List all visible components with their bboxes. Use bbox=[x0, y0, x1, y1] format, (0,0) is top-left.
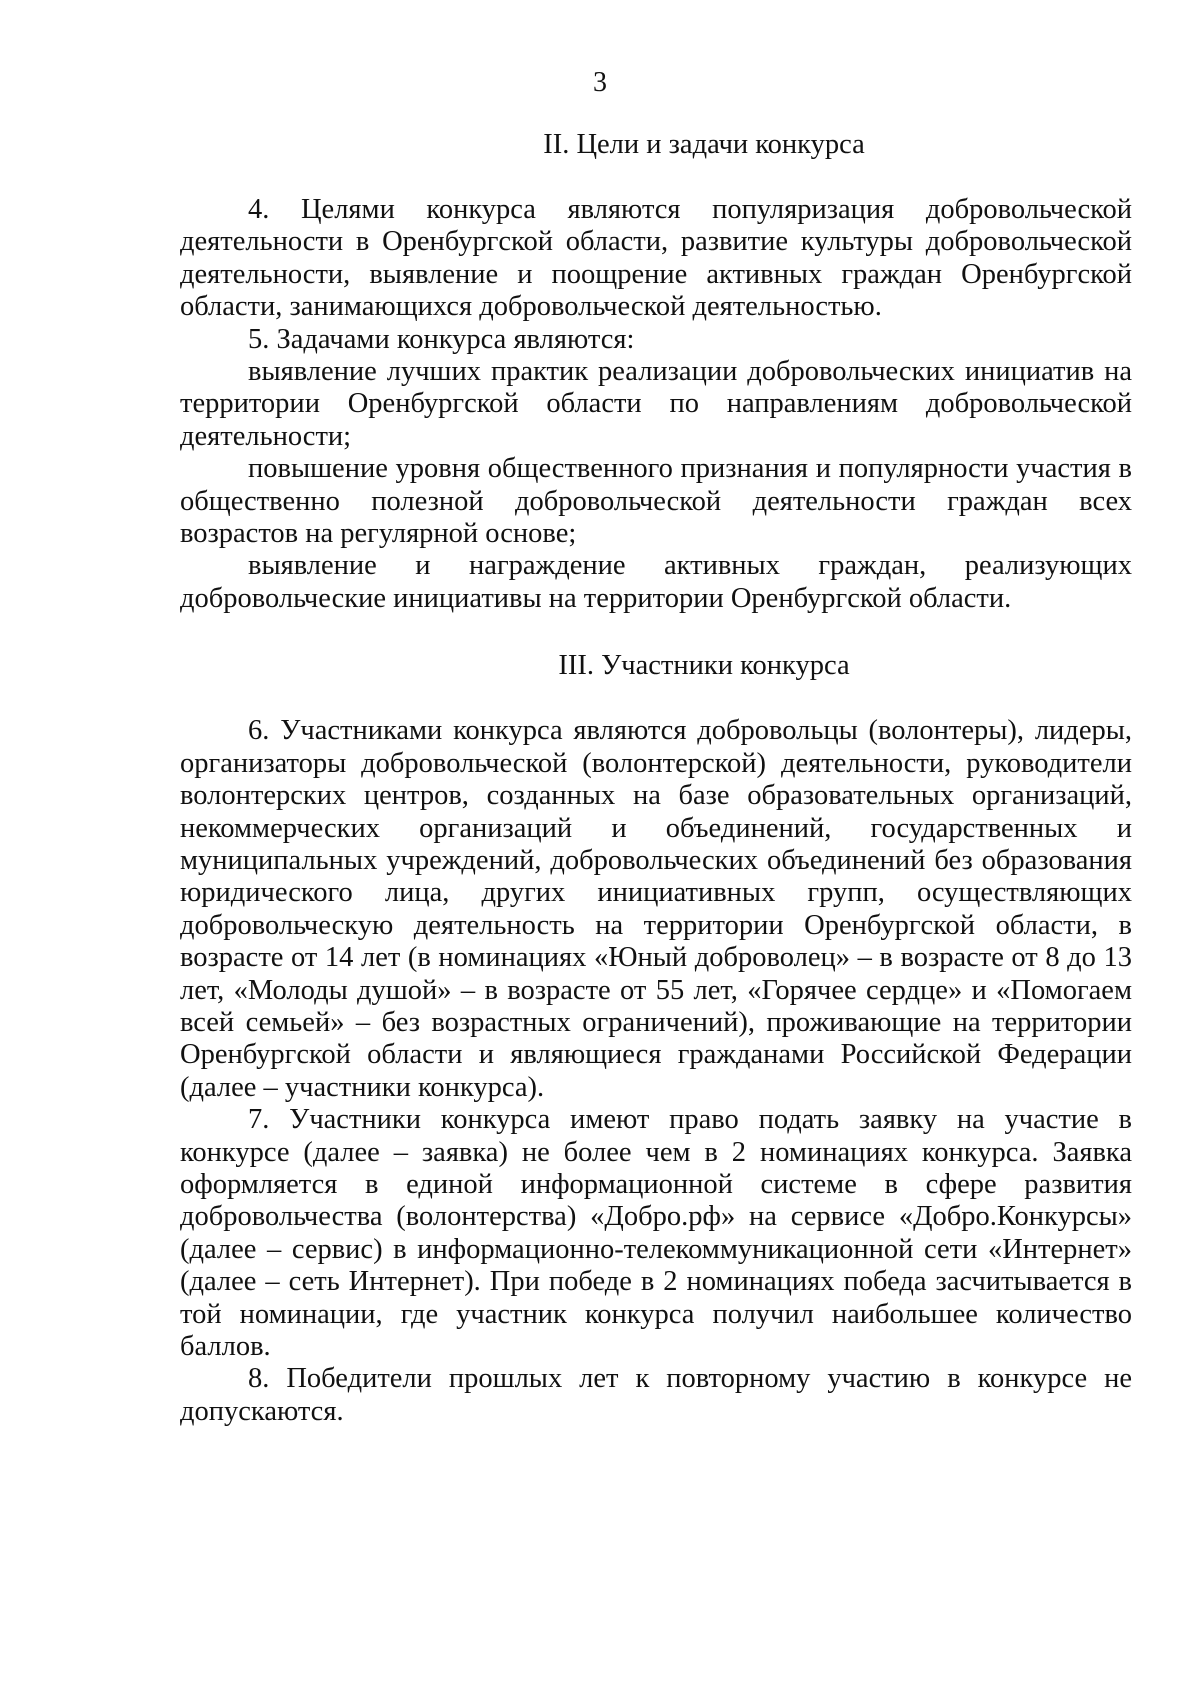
page-number: 3 bbox=[593, 67, 607, 98]
paragraph-7-application: 7. Участники конкурса имеют право подать заявку на участие в конкурсе (далее – заявка) не более чем в 2 номинациях конкурса. Заявка оформляется в единой информационной системе в сфере развития добровольчества (волонтерства) «Добро.рф» на сервисе «Добро.Конкурсы» (далее – сервис) в информационно-телекоммуникационной сети «Интернет» (далее – сеть Интернет). При победе в 2 номинациях победа засчитывается в той номинации, где участник конкурса получил наибольшее количество баллов. bbox=[180, 1104, 1132, 1362]
paragraph-4-goals: 4. Целями конкурса являются популяризация добровольческой деятельности в Оренбургской области, развитие культуры добровольческой деятельности, выявление и поощрение активных граждан Оренбургской области, занимающихся добровольческой деятельностью. bbox=[180, 194, 1132, 323]
document-body bbox=[180, 128, 1132, 1428]
paragraph-8-past-winners: 8. Победители прошлых лет к повторному участию в конкурсе не допускаются. bbox=[180, 1363, 1132, 1427]
task-item-public-recognition: повышение уровня общественного признания и популярности участия в общественно полезной добровольческой деятельности граждан всех возрастов на регулярной основе; bbox=[180, 453, 1132, 550]
task-item-awarding: выявление и награждение активных граждан, реализующих добровольческие инициативы на территории Оренбургской области. bbox=[180, 550, 1132, 614]
task-item-best-practices: выявление лучших практик реализации добровольческих инициатив на территории Оренбургской области по направлениям добровольческой деятельности; bbox=[180, 356, 1132, 452]
paragraph-5-tasks-intro: 5. Задачами конкурса являются: bbox=[248, 323, 635, 355]
section-heading-goals: II. Цели и задачи конкурса bbox=[543, 129, 865, 160]
section-heading-participants: III. Участники конкурса bbox=[558, 650, 850, 682]
paragraph-6-participants: 6. Участниками конкурса являются добровольцы (волонтеры), лидеры, организаторы добровольческой (волонтерской) деятельности, руководители волонтерских центров, созданных на базе образовательных организаций, некоммерческих организаций и объединений, государственных и муниципальных учреждений, добровольческих объединений без образования юридического лица, других инициативных групп, осуществляющих добровольческую деятельность на территории Оренбургской области, в возрасте от 14 лет (в номинациях «Юный доброволец» – в возрасте от 8 до 13 лет, «Молоды душой» – в возрасте от 55 лет, «Горячее сердце» и «Помогаем всей семьей» – без возрастных ограничений), проживающие на территории Оренбургской области и являющиеся гражданами Российской Федерации (далее – участники конкурса). bbox=[180, 715, 1132, 1103]
